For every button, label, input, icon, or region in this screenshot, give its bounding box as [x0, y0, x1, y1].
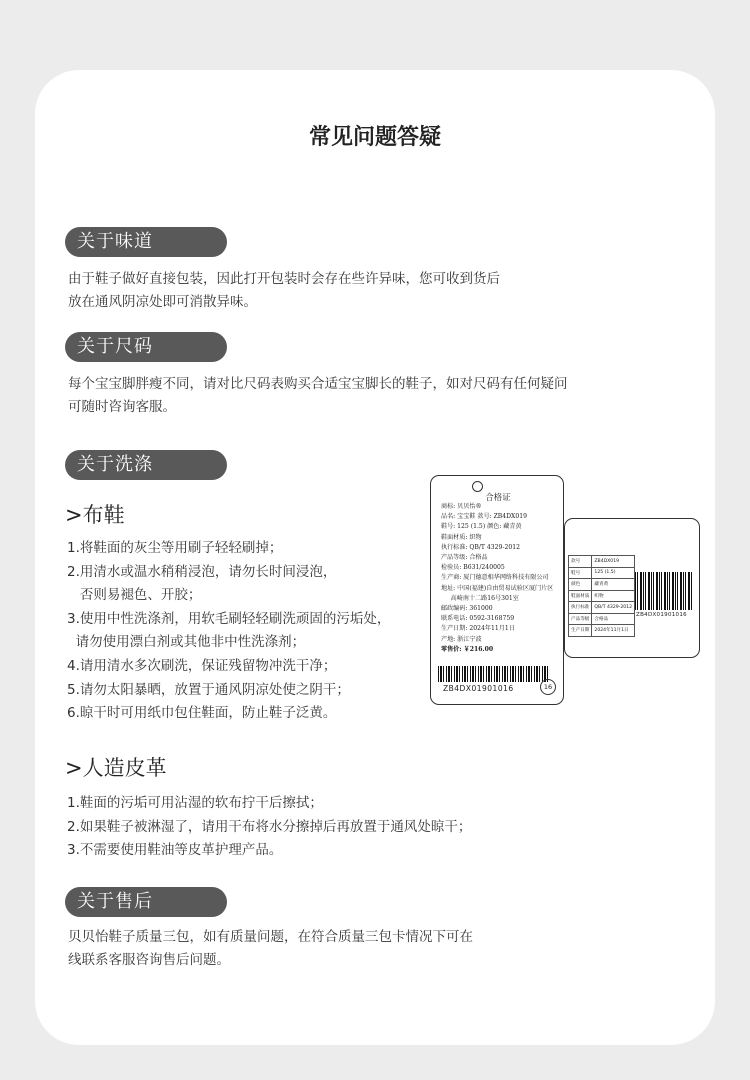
section-heading-smell: 关于味道 — [65, 227, 227, 257]
tag-line: 鞋号: 125 (1.5) 颜色: 藏青黄 — [441, 523, 522, 531]
label-value: 织物 — [592, 590, 635, 602]
leather-care-list — [67, 792, 471, 863]
tag-line: 产地: 浙江宁波 — [441, 635, 482, 643]
table-row — [569, 613, 635, 625]
faq-card — [35, 70, 715, 1045]
list-item: 3.使用中性洗涤剂，用软毛刷轻轻刷洗顽固的污垢处， — [67, 610, 391, 627]
certificate-title: 合格证 — [485, 493, 511, 503]
tag-line: 产品等级: 合格品 — [441, 554, 488, 562]
label-key: 产品等级 — [569, 613, 592, 625]
label-value: ZB4DX019 — [592, 556, 635, 568]
tag-line: 检验员: B631/240005 — [441, 564, 505, 572]
size-line: 每个宝宝脚胖瘦不同，请对比尺码表购买合适宝宝脚长的鞋子，如对尺码有任何疑问 — [68, 376, 568, 392]
table-row — [569, 579, 635, 591]
label-value: QB/T 4329-2012 — [592, 602, 635, 614]
page-title: 常见问题答疑 — [308, 125, 441, 150]
barcode-number: ZB4DX01901016 — [636, 612, 687, 618]
tag-line: 鞋面材质: 织物 — [441, 533, 482, 541]
label-key: 颜色 — [569, 579, 592, 591]
list-item: 4.请用清水多次刷洗，保证残留物冲洗干净； — [67, 657, 337, 674]
label-key: 鞋号 — [569, 567, 592, 579]
table-row — [569, 567, 635, 579]
list-item: 1.鞋面的污垢可用沾湿的软布拧干后擦拭； — [67, 795, 323, 811]
certificate-tag — [430, 475, 564, 705]
tag-line: 生产商: 厦门德意相华网络科技有限公司 — [441, 574, 549, 582]
tag-line: 联系电话: 0592-3168759 — [441, 615, 515, 623]
label-value: 2024年11月1日 — [592, 625, 635, 637]
product-label — [564, 518, 700, 658]
list-item: 否则易褪色、开胶； — [67, 587, 202, 604]
after-sales-line: 线联系客服咨询售后问题。 — [68, 952, 230, 968]
label-key: 生产日期 — [569, 625, 592, 637]
barcode-icon — [438, 666, 548, 682]
barcode-icon — [635, 572, 693, 610]
size-text — [68, 373, 568, 419]
size-mark: 16 — [540, 679, 556, 695]
table-row — [569, 625, 635, 637]
tag-line: 生产日期: 2024年11月1日 — [441, 625, 515, 633]
label-key: 款号 — [569, 556, 592, 568]
tag-line: 高崎南十二路16号301室 — [441, 594, 519, 602]
smell-line: 由于鞋子做好直接包装，因此打开包装时会存在些许异味，您可收到货后 — [68, 271, 500, 287]
label-table — [568, 555, 635, 637]
after-sales-text — [68, 926, 473, 972]
certificate-lines — [441, 502, 553, 655]
list-item: 6.晾干时可用纸巾包住鞋面，防止鞋子泛黄。 — [67, 705, 337, 722]
tag-line: 商标: 贝贝怡® — [441, 503, 482, 510]
label-value: 藏青黄 — [592, 579, 635, 591]
label-key: 鞋面材质 — [569, 590, 592, 602]
table-row — [569, 590, 635, 602]
cloth-shoe-title: >布鞋 — [65, 503, 125, 527]
table-row — [569, 602, 635, 614]
cloth-care-list — [67, 537, 390, 726]
smell-line: 放在通风阴凉处即可消散异味。 — [68, 294, 257, 310]
barcode-number: ZB4DX01901016 — [443, 684, 514, 693]
label-value: 合格品 — [592, 613, 635, 625]
table-row — [569, 556, 635, 568]
list-item: 2.用清水或温水稍稍浸泡，请勿长时间浸泡， — [67, 563, 337, 580]
tag-line: 地址: 中国(福建)自由贸易试验区厦门片区 — [441, 584, 554, 592]
label-value: 125 (1.5) — [592, 567, 635, 579]
tag-line: 品名: 宝宝鞋 款号: ZB4DX019 — [441, 513, 528, 521]
list-item: 请勿使用漂白剂或其他非中性洗涤剂； — [67, 634, 306, 651]
list-item: 1.将鞋面的灰尘等用刷子轻轻刷掉； — [67, 540, 283, 556]
tag-line: 零售价: ￥216.00 — [441, 645, 494, 653]
section-heading-after-sales: 关于售后 — [65, 887, 227, 917]
label-key: 执行标准 — [569, 602, 592, 614]
size-line: 可随时咨询客服。 — [68, 399, 176, 415]
section-heading-wash: 关于洗涤 — [65, 450, 227, 480]
list-item: 2.如果鞋子被淋湿了，请用干布将水分擦掉后再放置于通风处晾干； — [67, 818, 472, 835]
smell-text — [68, 268, 500, 314]
list-item: 5.请勿太阳暴晒，放置于通风阴凉处使之阴干； — [67, 681, 350, 698]
section-heading-size: 关于尺码 — [65, 332, 227, 362]
tag-line: 邮政编码: 361000 — [441, 605, 493, 613]
leather-title: >人造皮革 — [65, 756, 167, 780]
after-sales-line: 贝贝怡鞋子质量三包，如有质量问题，在符合质量三包卡情况下可在 — [68, 929, 473, 945]
list-item: 3.不需要使用鞋油等皮革护理产品。 — [67, 842, 283, 859]
tag-line: 执行标准: QB/T 4329-2012 — [441, 543, 520, 551]
